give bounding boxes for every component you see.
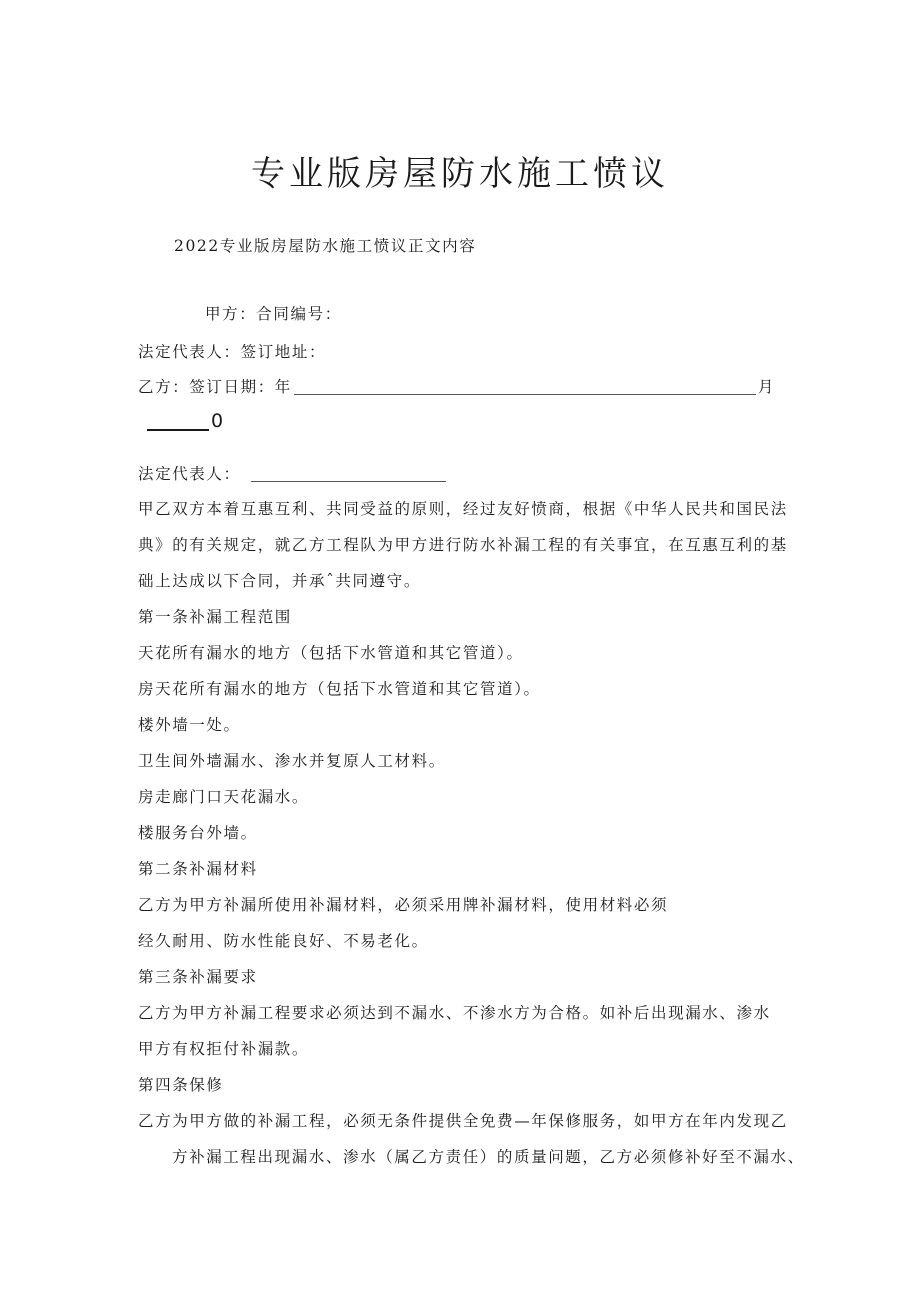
article-1-heading: 第一条补漏工程范围 (138, 608, 292, 626)
article-1-line: 卫生间外墙漏水、渗水并复原人工材料。 (138, 752, 446, 770)
article-4-line: 方补漏工程出现漏水、渗水（属乙方责任）的质量问题，乙方必须修补好至不漏水、 (172, 1148, 805, 1166)
legal-rep-b-label: 法定代表人： (138, 465, 241, 483)
date-blank-line (294, 394, 756, 395)
article-4-line: 乙方为甲方做的补漏工程，必须无条件提供全免费—年保修服务，如甲方在年内发现乙 (138, 1112, 788, 1130)
signature-blank-line (251, 481, 446, 482)
article-3-line: 乙方为甲方补漏工程要求必须达到不漏水、不渗水方为合格。如补后出现漏水、渗水 (138, 1004, 771, 1022)
intro-line: 础上达成以下合同，并承ˆ共同遵守。 (138, 572, 421, 590)
month-label: 月 (757, 378, 776, 396)
article-4-heading: 第四条保修 (138, 1076, 224, 1094)
legal-rep-b-field (138, 462, 446, 484)
intro-line: 甲乙双方本着互惠互利、共同受益的原则，经过友好愤商，根据《中华人民共和国民法 (138, 500, 788, 518)
article-2-heading: 第二条补漏材料 (138, 860, 258, 878)
day-blank-row (147, 410, 223, 432)
intro-line: 典》的有关规定，就乙方工程队为甲方进行防水补漏工程的有关事宜，在互惠互利的基 (138, 536, 788, 554)
article-1-line: 房天花所有漏水的地方（包括下水管道和其它管道）。 (138, 680, 541, 698)
article-2-line: 经久耐用、防水性能良好、不易老化。 (138, 932, 429, 950)
zero-mark: 0 (211, 410, 224, 432)
article-1-line: 楼服务台外墙。 (138, 824, 258, 842)
party-a-field: 甲方：合同编号： (205, 305, 342, 323)
legal-rep-a-field: 法定代表人：签订地址： (138, 343, 327, 361)
article-1-line: 楼外墙一处。 (138, 716, 241, 734)
article-1-line: 天花所有漏水的地方（包括下水管道和其它管道）。 (138, 644, 524, 662)
day-blank-line (147, 429, 209, 431)
party-b-label: 乙方：签订日期：年 (138, 378, 292, 396)
party-b-field (138, 375, 775, 397)
article-3-line: 甲方有权拒付补漏款。 (138, 1040, 310, 1058)
article-3-heading: 第三条补漏要求 (138, 968, 258, 986)
document-subtitle: 2022专业版房屋防水施工愤议正文内容 (174, 237, 477, 255)
document-title: 专业版房屋防水施工愤议 (251, 154, 669, 194)
article-2-line: 乙方为甲方补漏所使用补漏材料，必须采用牌补漏材料，使用材料必须 (138, 896, 669, 914)
article-1-line: 房走廊门口天花漏水。 (138, 788, 310, 806)
